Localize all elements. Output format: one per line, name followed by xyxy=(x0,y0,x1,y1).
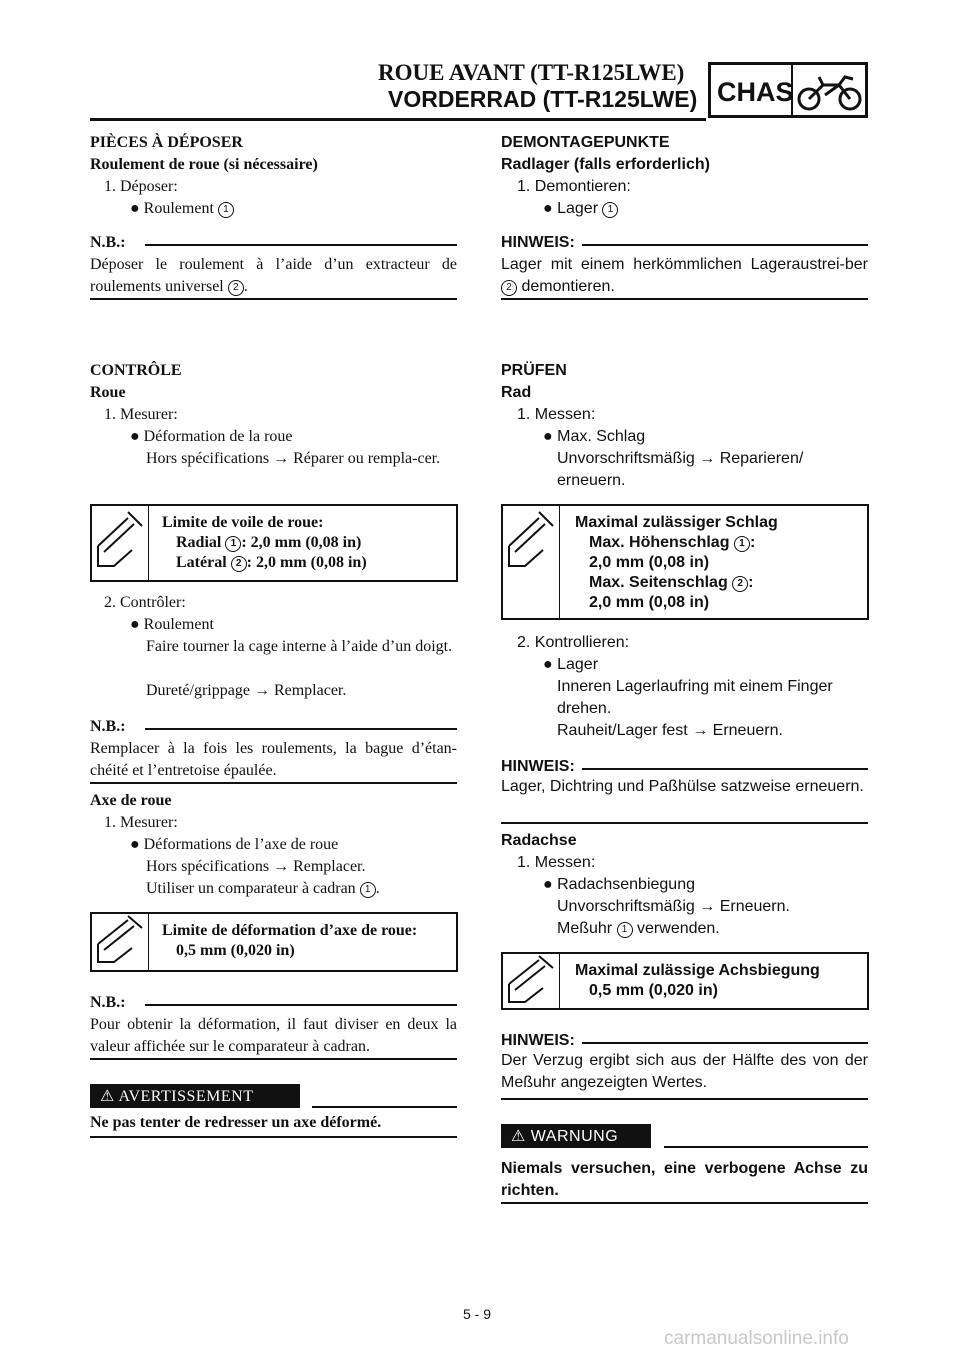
de-check2: 2. Kontrollieren: xyxy=(517,634,630,651)
fr-limit-lateral-value: : 2,0 mm (0,08 in) xyxy=(246,554,367,571)
page-number: 5 - 9 xyxy=(463,1306,492,1322)
de-limit-lateral-label: Max. Seitenschlag xyxy=(589,574,728,591)
fr-warning-badge xyxy=(90,1084,300,1108)
de-limit-box xyxy=(501,504,869,620)
de-spin-text: Inneren Lagerlaufring mit einem Finger drehen. xyxy=(557,678,833,717)
fr-bullet-bearing: ● Roulement 1 xyxy=(130,198,234,220)
fr-warning-label: AVERTISSEMENT xyxy=(118,1088,254,1105)
de-limit-title: Maximal zulässiger Schlag xyxy=(575,514,778,531)
fr-warning-text: Ne pas tenter de redresser un axe déformé. xyxy=(90,1114,382,1131)
de-bullet-bearing2-text: Lager xyxy=(557,656,599,673)
header-title-de: VORDERRAD (TT-R125LWE) xyxy=(388,86,698,112)
de-bullet-bearing: ● Lager 1 xyxy=(543,198,618,220)
de-nb2-rule xyxy=(582,768,868,770)
de-warning-text: Niemals versuchen, eine verbogene Achse zu richten. xyxy=(501,1160,868,1199)
fr-nb2-rule xyxy=(145,728,457,730)
caliper-icon xyxy=(92,914,149,970)
de-nb1-rule xyxy=(582,244,868,246)
de-nb1-text xyxy=(501,254,868,298)
de-use-dial-text: Meßuhr xyxy=(557,920,613,937)
de-bullet-axle: ● Radachsenbiegung xyxy=(543,876,695,893)
fr-check-heading: CONTRÔLE xyxy=(90,362,182,379)
de-limit-vertical-value: 2,0 mm (0,08 in) xyxy=(589,554,710,571)
de-measure2: 1. Messen: xyxy=(517,854,596,871)
marker-1: 1 xyxy=(734,536,750,552)
fr-axle-box xyxy=(90,912,458,972)
de-measure: 1. Messen: xyxy=(517,406,596,423)
fr-limit-radial xyxy=(176,532,361,554)
fr-axle-heading: Axe de roue xyxy=(90,792,172,809)
fr-nb1-text-body: Déposer le roulement à l’aide d’un extracteur de roulements universel xyxy=(90,256,457,295)
de-removal-heading: DEMONTAGEPUNKTE xyxy=(501,134,670,151)
de-rough-text: Rauheit/Lager fest → Erneuern. xyxy=(557,722,783,739)
fr-measure: 1. Mesurer: xyxy=(104,406,178,423)
section-badge-label: CHAS xyxy=(717,77,794,107)
de-limit-lateral: Max. Seitenschlag 2 : xyxy=(589,574,754,591)
warning-icon: ⚠ xyxy=(100,1088,115,1105)
marker-1: 1 xyxy=(602,202,618,218)
de-use-dial xyxy=(557,918,720,940)
de-warning-badge xyxy=(501,1124,651,1148)
warning-icon: ⚠ xyxy=(511,1128,526,1145)
fr-use-dial: Utiliser un comparateur à cadran 1 . xyxy=(146,880,380,897)
de-out-spec-replace: Unvorschriftsmäßig → Erneuern. xyxy=(557,898,790,915)
de-axle-box xyxy=(501,952,869,1010)
marker-1: 1 xyxy=(360,882,376,898)
de-nb1-text-b: demontieren. xyxy=(521,278,615,295)
header-rule xyxy=(90,118,706,121)
fr-nb1-rule xyxy=(145,244,457,246)
de-bullet-axle-text: Radachsenbiegung xyxy=(557,876,695,893)
marker-1: 1 xyxy=(225,536,241,552)
de-nb2-end-rule xyxy=(501,822,868,824)
fr-limit-radial-value: : 2,0 mm (0,08 in) xyxy=(241,534,362,551)
fr-nb2-end-rule xyxy=(90,782,457,784)
caliper-icon xyxy=(503,506,560,618)
fr-wheel-heading: Roue xyxy=(90,384,126,401)
fr-use-dial-text: Utiliser un comparateur à cadran xyxy=(146,880,356,897)
caliper-icon xyxy=(92,506,149,580)
de-limit-lateral-value: 2,0 mm (0,08 in) xyxy=(589,594,710,611)
fr-check2: 2. Contrôler: xyxy=(104,594,186,611)
de-nb2-text: Lager, Dichtring und Paßhülse satzweise erneuern. xyxy=(501,778,864,795)
fr-removal-heading: PIÈCES À DÉPOSER xyxy=(90,134,243,151)
de-bearing-heading: Radlager (falls erforderlich) xyxy=(501,156,710,173)
fr-nb3-end-rule xyxy=(90,1058,457,1060)
fr-bullet-bearing-text: Roulement xyxy=(143,200,214,217)
de-check-heading: PRÜFEN xyxy=(501,362,567,379)
marker-1: 1 xyxy=(617,922,633,938)
badge-divider xyxy=(791,65,793,115)
fr-nb3-label: N.B.: xyxy=(90,994,126,1011)
fr-limit-radial-label: Radial xyxy=(176,534,222,551)
de-warning-end-rule xyxy=(501,1202,868,1204)
fr-limit-box xyxy=(90,504,458,582)
fr-limit-title: Limite de voile de roue: xyxy=(162,514,324,531)
fr-bullet-deform: ● Déformation de la roue xyxy=(130,428,293,445)
caliper-icon xyxy=(503,954,560,1008)
de-use-dial-text-b: verwenden. xyxy=(637,920,720,937)
de-bullet-bearing2: ● Lager xyxy=(543,656,599,673)
fr-nb1-text: Déposer le roulement à l’aide d’un extracteur de roulements universel 2 . xyxy=(90,256,457,295)
fr-nb3-rule xyxy=(145,1004,457,1006)
de-nb1-end-rule xyxy=(501,298,868,300)
fr-measure2: 1. Mesurer: xyxy=(104,814,178,831)
fr-out-spec-replace: Hors spécifications → Remplacer. xyxy=(146,858,366,875)
de-axle-box-value: 0,5 mm (0,020 in) xyxy=(589,982,718,999)
de-nb3-label: HINWEIS: xyxy=(501,1032,575,1049)
de-warning-rule xyxy=(664,1146,868,1148)
marker-2: 2 xyxy=(228,280,244,296)
fr-bullet-deform-text: Déformation de la roue xyxy=(143,428,293,445)
marker-1: 1 xyxy=(218,202,234,218)
marker-2: 2 xyxy=(501,280,517,296)
de-limit-vertical-label: Max. Höhenschlag xyxy=(589,534,730,551)
fr-bullet-bearing2: ● Roulement xyxy=(130,616,214,633)
fr-axle-box-value: 0,5 mm (0,020 in) xyxy=(176,942,295,959)
de-bullet-runout-text: Max. Schlag xyxy=(557,428,646,445)
fr-nb3-text: Pour obtenir la déformation, il faut diviser en deux la valeur affichée sur le comparateur à cadran. xyxy=(90,1016,457,1055)
fr-rough-text: Dureté/grippage → Remplacer. xyxy=(146,682,347,699)
fr-nb1-end-rule xyxy=(90,298,457,300)
fr-nb2-text: Remplacer à la fois les roulements, la bague d’étan-chéité et l’entretoise épaulée. xyxy=(90,740,457,779)
section-badge xyxy=(708,62,868,118)
de-nb1-label: HINWEIS: xyxy=(501,234,575,251)
fr-step1: 1. Déposer: xyxy=(104,178,178,195)
de-bullet-runout: ● Max. Schlag xyxy=(543,428,646,445)
fr-nb1-label: N.B.: xyxy=(90,234,126,251)
fr-axle-box-title: Limite de déformation d’axe de roue: xyxy=(162,922,418,939)
de-nb3-end-rule xyxy=(501,1098,868,1100)
de-nb3-text: Der Verzug ergibt sich aus der Hälfte des von der Meßuhr angezeigten Wertes. xyxy=(501,1052,868,1091)
fr-spin-text: Faire tourner la cage interne à l’aide d’un doigt. xyxy=(146,638,453,655)
fr-warning-rule xyxy=(312,1106,457,1108)
fr-bullet-axle: ● Déformations de l’axe de roue xyxy=(130,836,339,853)
de-bullet-bearing-text: Lager xyxy=(557,200,599,217)
fr-bearing-heading: Roulement de roue (si nécessaire) xyxy=(90,156,318,173)
de-nb3-rule xyxy=(582,1042,868,1044)
marker-2: 2 xyxy=(732,576,748,592)
fr-bullet-axle-text: Déformations de l’axe de roue xyxy=(143,836,339,853)
fr-limit-lateral-label: Latéral xyxy=(176,554,227,571)
de-axle-box-title: Maximal zulässige Achsbiegung xyxy=(575,962,820,979)
de-wheel-heading: Rad xyxy=(501,384,532,401)
de-nb2-label: HINWEIS: xyxy=(501,758,575,775)
marker-2: 2 xyxy=(231,556,247,572)
de-warning-label: WARNUNG xyxy=(530,1128,619,1145)
de-out-spec-repair: Unvorschriftsmäßig → Reparieren/ erneuern. xyxy=(557,450,804,489)
de-axle-heading: Radachse xyxy=(501,832,577,849)
de-limit-vertical: Max. Höhenschlag 1 : xyxy=(589,534,756,551)
fr-warning-end-rule xyxy=(90,1136,457,1138)
fr-bullet-bearing2-text: Roulement xyxy=(143,616,214,633)
header-title-fr: ROUE AVANT (TT-R125LWE) xyxy=(378,60,685,85)
de-nb1-text-a: Lager mit einem herkömmlichen Lageraustrei-ber xyxy=(501,256,868,273)
fr-limit-lateral xyxy=(176,552,367,574)
fr-out-spec-repair: Hors spécifications → Réparer ou rempla-cer. xyxy=(146,450,441,467)
watermark: carmanualsonline.info xyxy=(664,1328,849,1349)
fr-nb2-label: N.B.: xyxy=(90,718,126,735)
de-step1: 1. Demontieren: xyxy=(517,178,631,195)
motorcycle-icon xyxy=(795,71,865,113)
